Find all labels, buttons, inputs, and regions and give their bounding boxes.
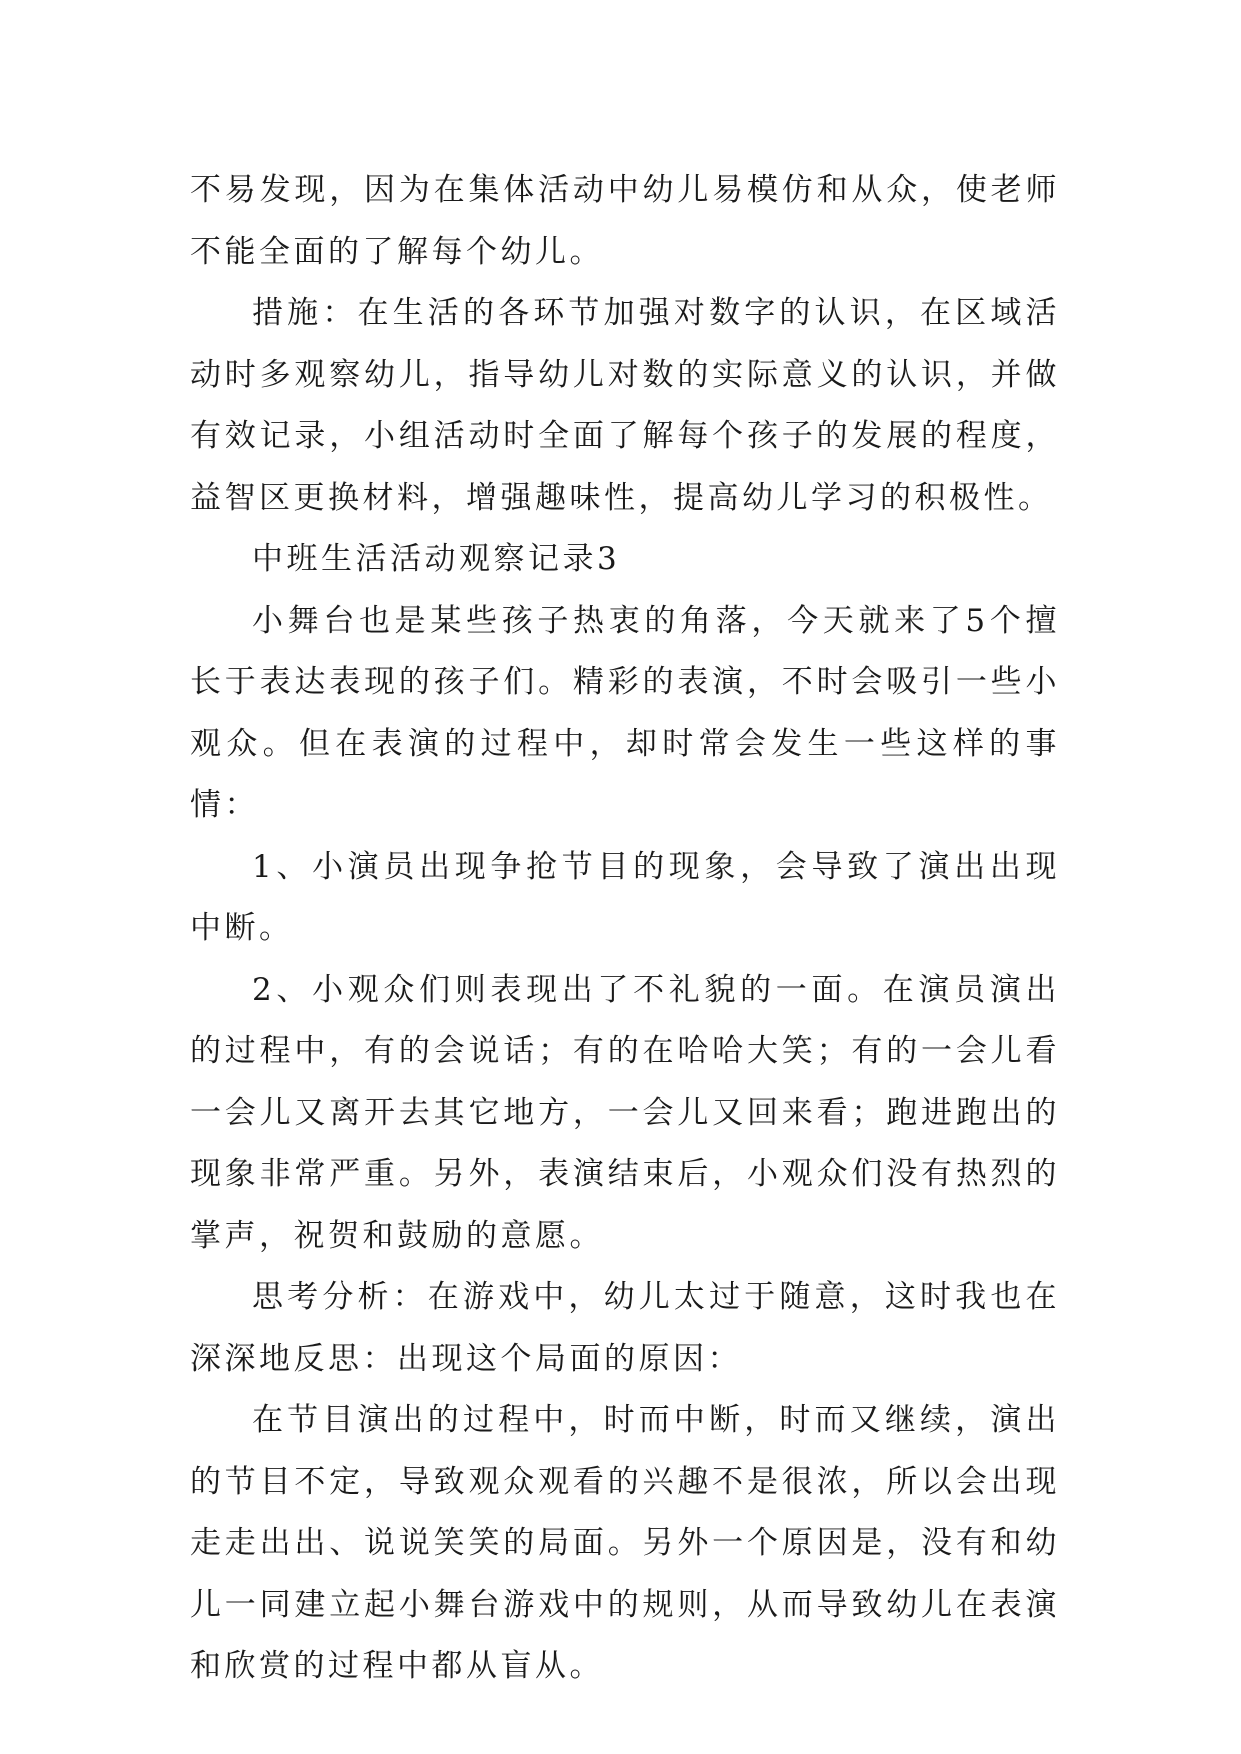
paragraph-item-2: 2、小观众们则表现出了不礼貌的一面。在演员演出的过程中，有的会说话；有的在哈哈大笑；有的一会儿看一会儿又离开去其它地方，一会儿又回来看；跑进跑出的现象非常严重。另外，表演结束后，小观众们没有热烈的掌声，祝贺和鼓励的意愿。	[190, 971, 1060, 1254]
paragraph-reasons: 在节目演出的过程中，时而中断，时而又继续，演出的节目不定，导致观众观看的兴趣不是很浓，所以会出现走走出出、说说笑笑的局面。另外一个原因是，没有和幼儿一同建立起小舞台游戏中的规则，从而导致幼儿在表演和欣赏的过程中都从盲从。	[190, 1402, 1060, 1684]
section-heading: 中班生活活动观察记录3	[252, 541, 621, 577]
paragraph-stage-intro: 小舞台也是某些孩子热衷的角落，今天就来了5个擅长于表达表现的孩子们。精彩的表演，不时会吸引一些小观众。但在表演的过程中，却时常会发生一些这样的事情：	[190, 602, 1060, 823]
paragraph-measures: 措施：在生活的各环节加强对数字的认识，在区域活动时多观察幼儿，指导幼儿对数的实际意义的认识，并做有效记录，小组活动时全面了解每个孩子的发展的程度，益智区更换材料，增强趣味性，提高幼儿学习的积极性。	[190, 295, 1060, 516]
paragraph-item-1: 1、小演员出现争抢节目的现象，会导致了演出出现中断。	[190, 848, 1060, 946]
paragraph-continuation: 不易发现，因为在集体活动中幼儿易模仿和从众，使老师不能全面的了解每个幼儿。	[190, 172, 1060, 270]
paragraph-analysis: 思考分析：在游戏中，幼儿太过于随意，这时我也在深深地反思：出现这个局面的原因：	[190, 1279, 1060, 1377]
document-body	[190, 160, 1060, 1698]
